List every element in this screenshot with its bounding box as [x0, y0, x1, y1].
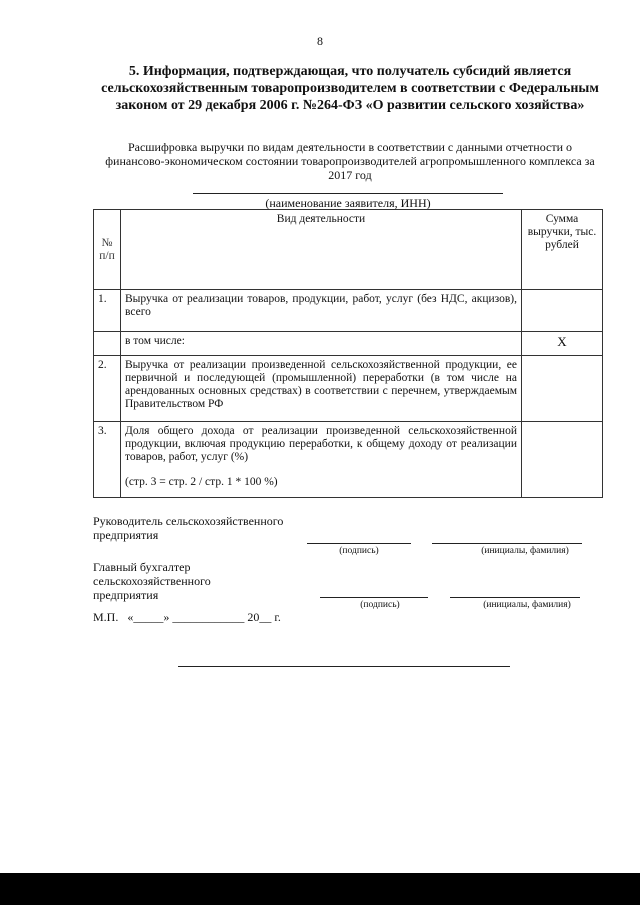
row-value: X — [522, 332, 603, 356]
applicant-caption: (наименование заявителя, ИНН) — [265, 196, 431, 210]
head-label-line2: предприятия — [93, 528, 159, 542]
table-header-row — [94, 210, 603, 290]
head-initials-line — [432, 543, 582, 544]
row-text-cell — [121, 422, 522, 498]
bottom-rule — [178, 666, 510, 667]
accountant-label-line2: сельскохозяйственного — [93, 574, 211, 588]
header-sum: Сумма выручки, тыс. рублей — [522, 210, 603, 290]
header-activity: Вид деятельности — [121, 210, 522, 290]
accountant-initials-line — [450, 597, 580, 598]
head-initials-caption: (инициалы, фамилия) — [481, 546, 569, 556]
accountant-signature-caption: (подпись) — [360, 600, 400, 610]
table-row — [94, 356, 603, 422]
head-signature-line — [307, 543, 411, 544]
stamp-date-line: М.П. «_____» ____________ 20__ г. — [93, 610, 281, 624]
page-number: 8 — [317, 34, 323, 48]
row-formula: (стр. 3 = стр. 2 / стр. 1 * 100 %) — [125, 476, 278, 488]
accountant-signature-line — [320, 597, 428, 598]
row-text: Выручка от реализации произведенной сельскохозяйственной продукции, ее первичной и последующей (промышленной) переработки (в том числе на арендованных основных средствах) в соответствии с перечнем, утверждаемым Правительством РФ — [121, 356, 522, 422]
head-label-line1: Руководитель сельскохозяйственного — [93, 514, 284, 528]
section-title: 5. Информация, подтверждающая, что получатель субсидий является сельскохозяйственным товаропроизводителем в соответствии с Федеральным законом от 29 декабря 2006 г. №264-ФЗ «О развитии сельского хозяйства» — [101, 64, 599, 113]
row-value — [522, 356, 603, 422]
head-signature-caption: (подпись) — [339, 546, 379, 556]
row-num: 1. — [94, 290, 121, 332]
accountant-label-line3: предприятия — [93, 588, 159, 602]
row-value — [522, 290, 603, 332]
table-row — [94, 332, 603, 356]
row-text: Выручка от реализации товаров, продукции, работ, услуг (без НДС, акцизов), всего — [121, 290, 522, 332]
applicant-name-line — [193, 193, 503, 194]
table-row — [94, 290, 603, 332]
row-value — [522, 422, 603, 498]
accountant-label-line1: Главный бухгалтер — [93, 560, 191, 574]
scan-border — [0, 873, 640, 905]
row-text: Доля общего дохода от реализации произведенной сельскохозяйственной продукции, включая продукцию переработки, к общему доходу от реализации товаров, работ, услуг (%) — [125, 425, 517, 463]
row-num — [94, 332, 121, 356]
revenue-table — [93, 209, 603, 498]
table-row — [94, 422, 603, 498]
header-num: № п/п — [94, 210, 121, 290]
table-subtitle: Расшифровка выручки по видам деятельности в соответствии с данными отчетности о финансово-экономическом состоянии товаропроизводителей агропромышленного комплекса за 2017 год — [105, 140, 595, 182]
accountant-initials-caption: (инициалы, фамилия) — [483, 600, 571, 610]
row-num: 2. — [94, 356, 121, 422]
row-num: 3. — [94, 422, 121, 498]
row-text: в том числе: — [121, 332, 522, 356]
